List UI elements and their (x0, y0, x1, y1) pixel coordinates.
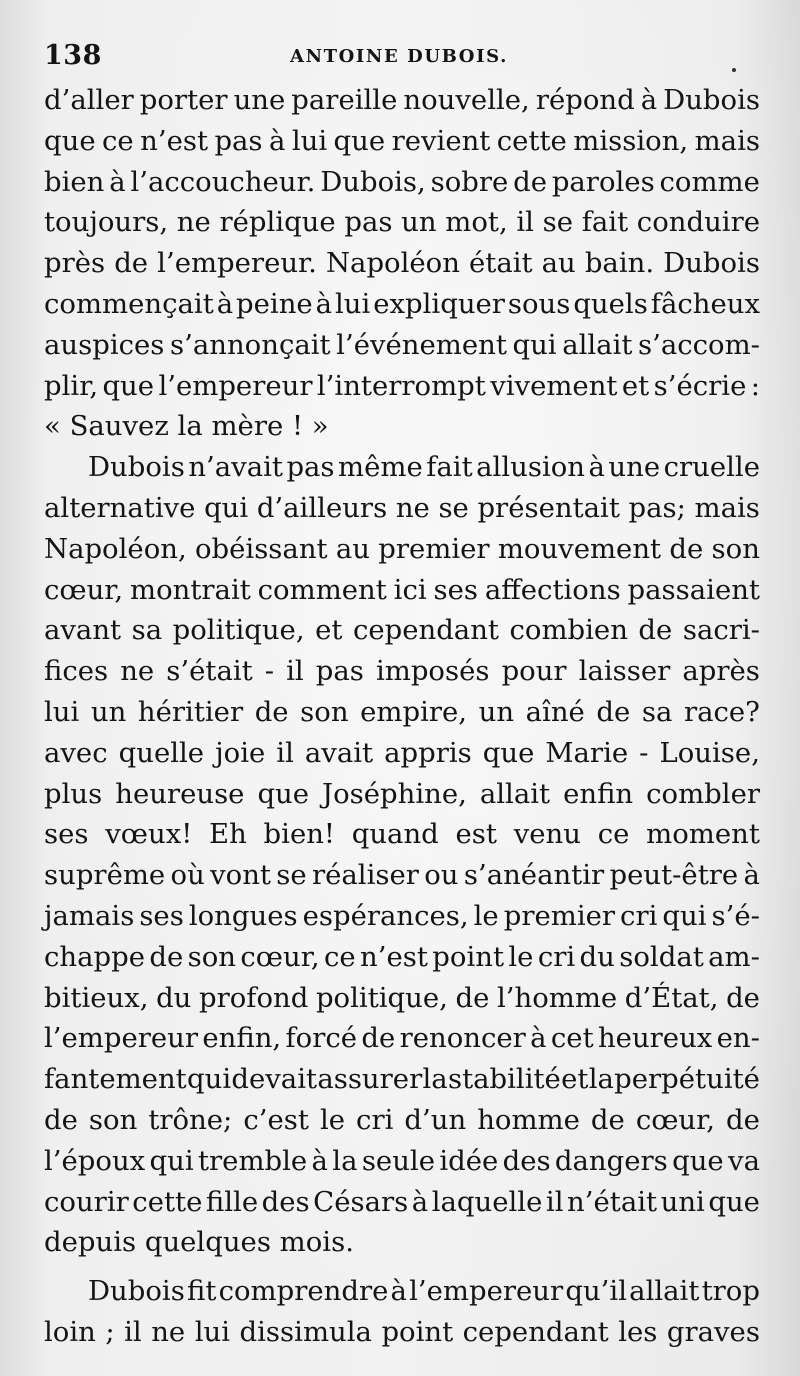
text-line: commençait à peine à lui expliquer sous quels fâcheux (44, 287, 760, 320)
text-line: bitieux, du profond politique, de l’homme d’État, de (44, 981, 760, 1014)
text-line: cœur, montrait comment ici ses affections passaient (44, 573, 760, 606)
text-line: jamais ses longues espérances, le premier cri qui s’é- (44, 899, 760, 932)
text-line: lui un héritier de son empire, un aîné de sa race? (44, 695, 760, 728)
text-line: Dubois fit comprendre à l’empereur qu’il allait trop (88, 1275, 760, 1308)
text-line: plus heureuse que Joséphine, allait enfin combler (44, 777, 760, 810)
text-line: ses vœux! Eh bien! quand est venu ce moment (44, 818, 760, 851)
body-text (44, 80, 760, 1353)
text-line: plir, que l’empereur l’interrompt vivement et s’écrie : (44, 369, 760, 402)
page-number: 138 (44, 40, 102, 71)
ink-speck (732, 68, 736, 72)
text-line: toujours, ne réplique pas un mot, il se fait conduire (44, 206, 760, 239)
text-line: alternative qui d’ailleurs ne se présentait pas; mais (44, 491, 760, 524)
text-line: près de l’empereur. Napoléon était au bain. Dubois (44, 247, 760, 280)
text-line: de son trône; c’est le cri d’un homme de cœur, de (44, 1103, 760, 1136)
text-line: que ce n’est pas à lui que revient cette mission, mais (44, 124, 760, 157)
text-line: Napoléon, obéissant au premier mouvement de son (44, 532, 760, 565)
text-line: suprême où vont se réaliser ou s’anéantir peut-être à (44, 859, 760, 892)
text-line: auspices s’annonçait l’événement qui allait s’accom- (44, 328, 760, 361)
text-line: avant sa politique, et cependant combien de sacri- (44, 614, 760, 647)
text-line: l’empereur enfin, forcé de renoncer à cet heureux en- (44, 1022, 760, 1055)
text-line: « Sauvez la mère ! » (44, 410, 329, 443)
text-line: l’époux qui tremble à la seule idée des dangers que va (44, 1144, 760, 1177)
text-line: avec quelle joie il avait appris que Marie - Louise, (44, 736, 760, 769)
page-header (44, 36, 744, 76)
text-line: Dubois n’avait pas même fait allusion à une cruelle (88, 451, 760, 484)
text-line: bien à l’accoucheur. Dubois, sobre de paroles comme (44, 165, 760, 198)
text-line: fantement qui devait assurer la stabilité et la perpétuité (44, 1063, 760, 1096)
text-line: depuis quelques mois. (44, 1226, 354, 1259)
running-head: ANTOINE DUBOIS. (290, 46, 508, 67)
text-line: chappe de son cœur, ce n’est point le cri du soldat am- (44, 940, 760, 973)
text-line: fices ne s’était - il pas imposés pour laisser après (44, 655, 760, 688)
text-line: d’aller porter une pareille nouvelle, répond à Dubois (44, 84, 760, 116)
text-line: courir cette fille des Césars à laquelle il n’était uni que (44, 1185, 760, 1218)
text-line: loin ; il ne lui dissimula point cependant les graves (44, 1315, 760, 1348)
